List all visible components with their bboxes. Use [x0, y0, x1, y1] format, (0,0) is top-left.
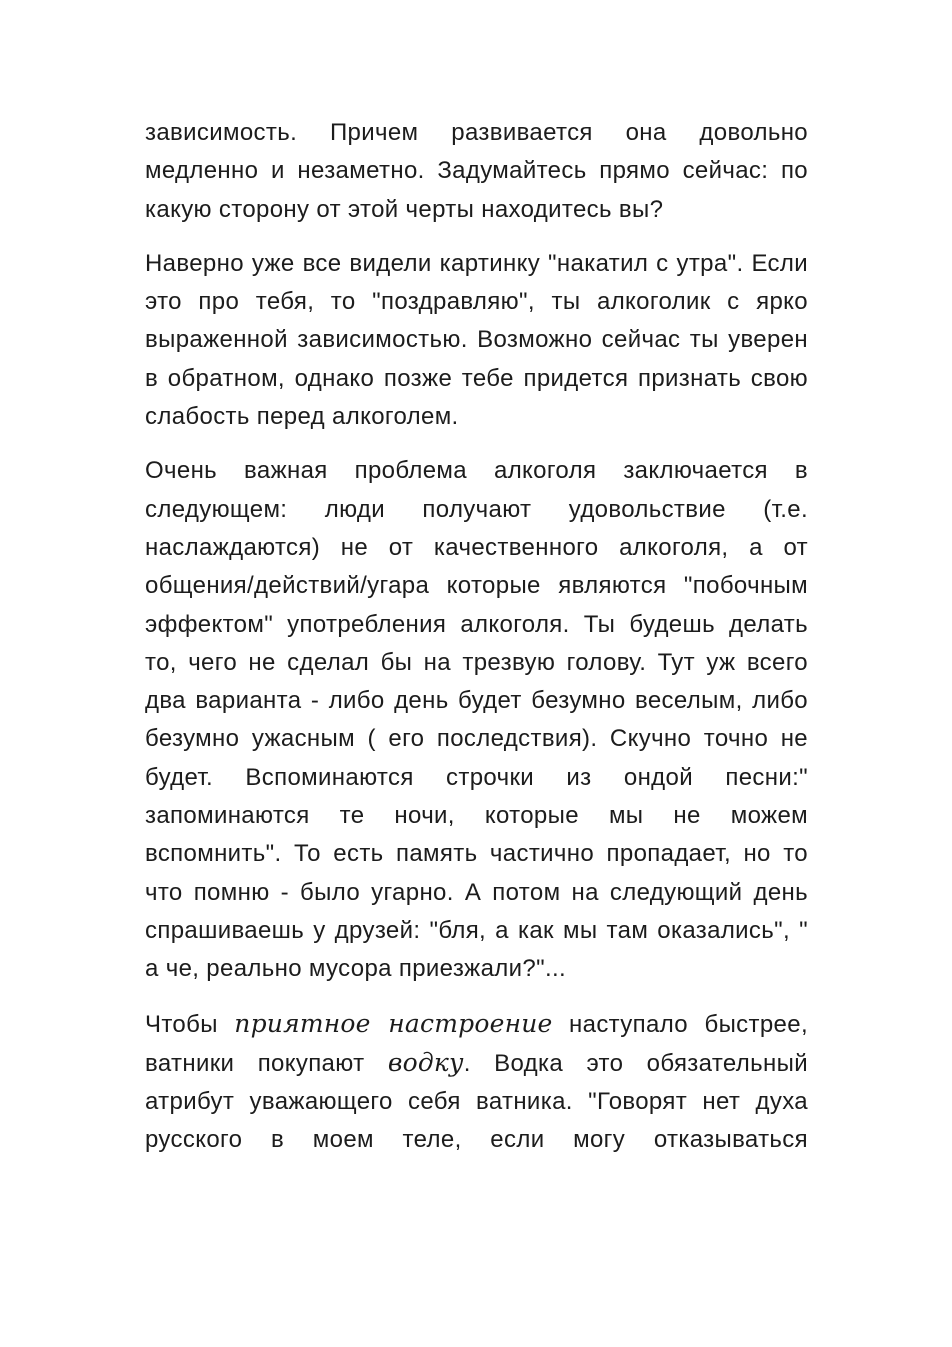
italic-word-vodka: водку — [387, 1047, 464, 1077]
paragraph-vodka-text-1: Чтобы — [145, 1010, 218, 1038]
paragraph-alcohol-problem: Очень важная проблема алкоголя заключается в следующем: люди получают удовольствие (т.е. наслаждаются) не от качественного алкоголя, а от общения/действий/угара которые являются "побочным эффектом" употребления алкоголя. Ты будешь делать то, чего не сделал бы на трезвую голову. Тут уж всего два варианта - либо день будет безумно веселым, либо безумно ужасным ( его последствия). Скучно точно не будет. Вспоминаются строчки из ондой песни:" запоминаются те ночи, которые мы не можем вспомнить". То есть память частично пропадает, но то что помню - было угарно. А потом на следующий день спрашиваешь у друзей: "бля, а как мы там оказались", " а че, реально мусора приезжали?"... — [145, 457, 808, 983]
paragraph-vodka — [145, 1005, 808, 1160]
paragraph-morning-drink: Наверно уже все видели картинку "накатил с утра". Если это про тебя, то "поздравляю", ты алкоголик с ярко выраженной зависимостью. Возможно сейчас ты уверен в обратном, однако позже тебе придется признать свою слабость перед алкоголем. — [145, 249, 808, 431]
paragraph-dependency: зависимость. Причем развивается она довольно медленно и незаметно. Задумайтесь прямо сейчас: по какую сторону от этой черты находитесь вы? — [145, 119, 808, 223]
document-page — [145, 114, 808, 1176]
paragraph-vodka-text-3: . Водка это обязательный атрибут уважающего себя ватника. "Говорят нет духа русского в моем теле, если могу отказываться — [145, 1049, 808, 1154]
paragraph-vodka-text-2: наступало быстрее, ватники покупают — [145, 1010, 808, 1077]
italic-phrase-good-mood: приятное настроение — [234, 1008, 553, 1038]
